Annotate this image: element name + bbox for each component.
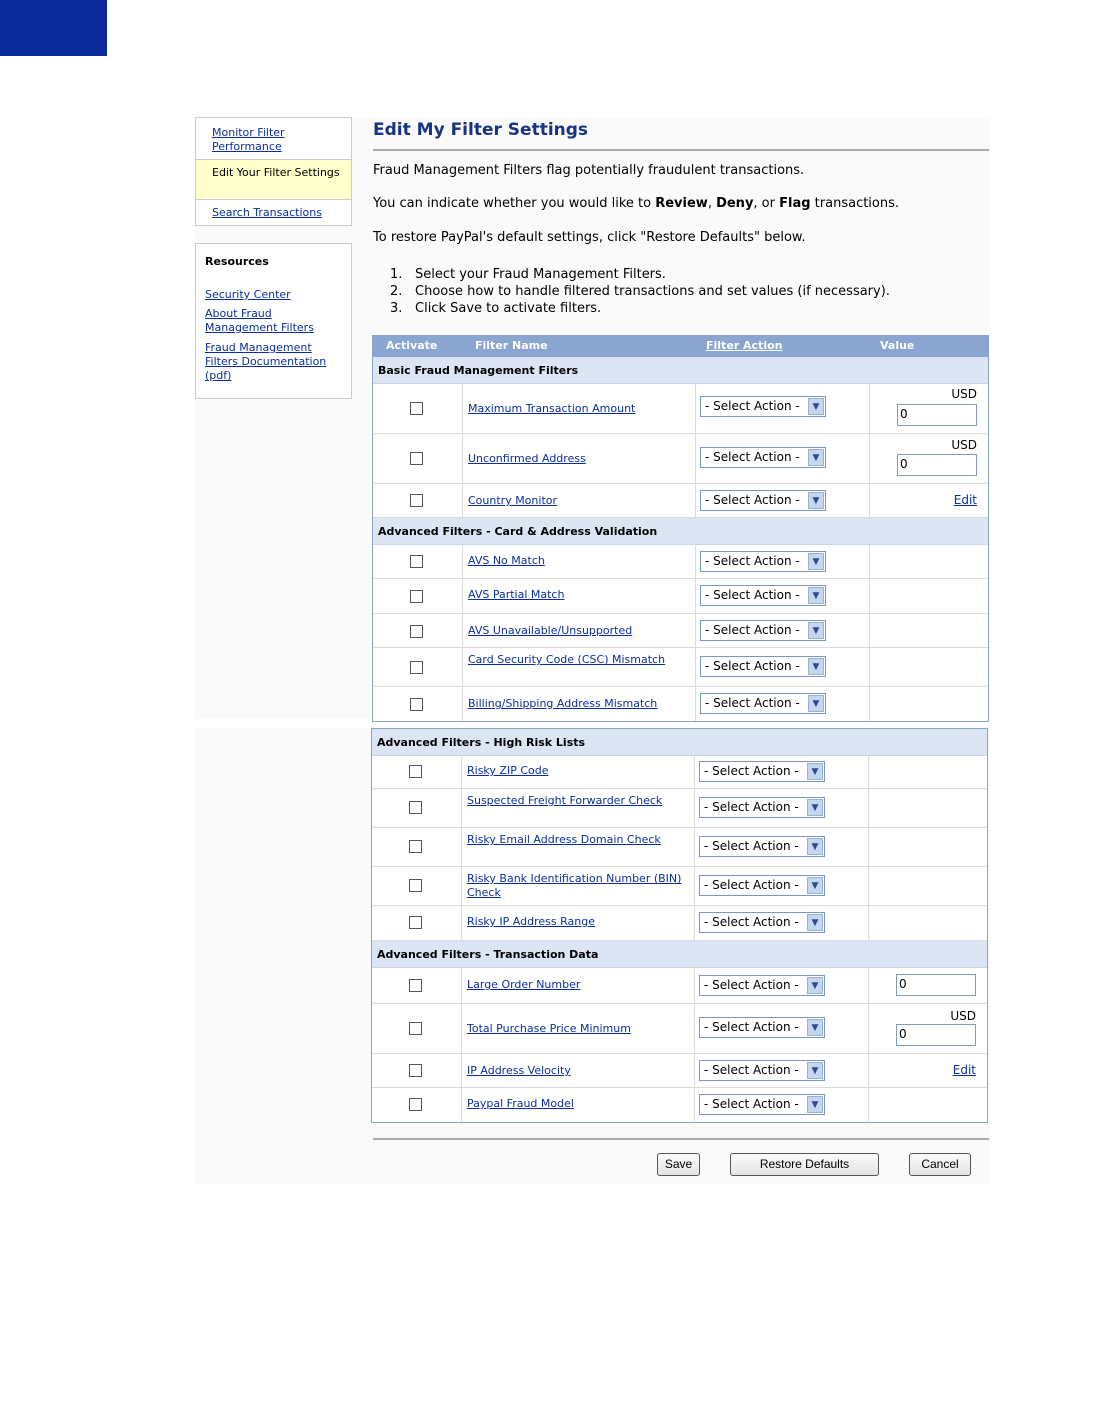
table-row: [372, 906, 987, 941]
filter-name-link[interactable]: Unconfirmed Address: [468, 452, 586, 465]
activate-checkbox[interactable]: [409, 879, 422, 892]
select-label: - Select Action -: [704, 1063, 799, 1077]
filter-name-link[interactable]: AVS Partial Match: [468, 588, 565, 601]
activate-cell: [372, 1054, 462, 1087]
action-select[interactable]: [700, 551, 826, 572]
activate-cell: [372, 1088, 462, 1122]
activate-checkbox[interactable]: [410, 555, 423, 568]
table-row: [373, 484, 988, 518]
filter-name-link[interactable]: Paypal Fraud Model: [467, 1097, 574, 1110]
action-select[interactable]: [699, 797, 825, 818]
table-header: [373, 336, 988, 357]
filter-name-link[interactable]: Risky ZIP Code: [467, 764, 549, 777]
chevron-down-icon: ▼: [807, 799, 823, 816]
activate-checkbox[interactable]: [409, 916, 422, 929]
chevron-down-icon: ▼: [807, 977, 823, 994]
select-label: - Select Action -: [704, 800, 799, 814]
action-select[interactable]: [699, 1060, 825, 1081]
action-select[interactable]: [700, 396, 826, 417]
action-cell: [694, 828, 869, 866]
activate-cell: [373, 545, 463, 578]
section-high-risk: Advanced Filters - High Risk Lists: [372, 729, 987, 756]
header-activate: Activate: [386, 339, 438, 352]
step-number: 1.: [390, 267, 403, 282]
security-center-link[interactable]: Security Center: [205, 288, 291, 301]
section-basic: Basic Fraud Management Filters: [373, 357, 988, 384]
activate-cell: [372, 968, 462, 1003]
select-label: - Select Action -: [705, 493, 800, 507]
chevron-down-icon: ▼: [808, 553, 824, 570]
instruction-steps: [390, 266, 890, 317]
about-fmf-link[interactable]: About Fraud Management Filters: [205, 307, 314, 334]
filter-name-link[interactable]: Large Order Number: [467, 978, 581, 991]
activate-checkbox[interactable]: [410, 698, 423, 711]
select-label: - Select Action -: [705, 450, 800, 464]
select-label: - Select Action -: [705, 696, 800, 710]
title-divider: [373, 149, 989, 151]
currency-label: USD: [951, 438, 977, 452]
action-cell: [694, 867, 869, 905]
action-select[interactable]: [699, 875, 825, 896]
filter-name-link[interactable]: AVS No Match: [468, 554, 545, 567]
action-select[interactable]: [700, 585, 826, 606]
table-row: [373, 687, 988, 721]
filter-name-link[interactable]: Risky Bank Identification Number (BIN) Check: [467, 872, 682, 899]
action-cell: [694, 1054, 869, 1087]
chevron-down-icon: ▼: [808, 492, 824, 509]
value-input[interactable]: 0: [896, 1024, 976, 1046]
chevron-down-icon: ▼: [807, 763, 823, 780]
action-cell: [695, 545, 870, 578]
chevron-down-icon: ▼: [807, 914, 823, 931]
activate-checkbox[interactable]: [410, 452, 423, 465]
table-row: [373, 434, 988, 484]
chevron-down-icon: ▼: [808, 587, 824, 604]
action-cell: [694, 968, 869, 1003]
activate-checkbox[interactable]: [410, 625, 423, 638]
edit-link[interactable]: Edit: [953, 493, 977, 507]
select-label: - Select Action -: [704, 1097, 799, 1111]
table-row: [372, 1088, 987, 1122]
chevron-down-icon: ▼: [808, 658, 824, 675]
activate-checkbox[interactable]: [409, 1022, 422, 1035]
value-input[interactable]: 0: [896, 974, 976, 996]
action-select[interactable]: [700, 693, 826, 714]
chevron-down-icon: ▼: [808, 398, 824, 415]
activate-cell: [372, 828, 462, 866]
action-cell: [694, 1088, 869, 1122]
indicate-text: [373, 196, 899, 212]
action-cell: [694, 1004, 869, 1053]
table-row: [373, 648, 988, 687]
header-value: Value: [880, 339, 915, 352]
action-cell: [695, 484, 870, 517]
filter-name-link[interactable]: Card Security Code (CSC) Mismatch: [468, 653, 666, 666]
filter-name-link[interactable]: IP Address Velocity: [467, 1064, 571, 1077]
action-select[interactable]: [699, 975, 825, 996]
select-label: - Select Action -: [705, 623, 800, 637]
restore-text: To restore PayPal's default settings, click "Restore Defaults" below.: [373, 230, 806, 245]
activate-cell: [373, 614, 463, 647]
table-row: [373, 579, 988, 614]
activate-checkbox[interactable]: [409, 1098, 422, 1111]
table-row: [372, 1004, 987, 1054]
activate-checkbox[interactable]: [409, 765, 422, 778]
filter-name-link[interactable]: AVS Unavailable/Unsupported: [468, 624, 633, 637]
step-number: 3.: [390, 301, 403, 316]
action-select[interactable]: [700, 656, 826, 677]
fmf-docs-link[interactable]: Fraud Management Filters Documentation (pdf): [205, 341, 327, 382]
chevron-down-icon: ▼: [807, 877, 823, 894]
activate-cell: [372, 906, 462, 940]
sidebar-nav: [195, 117, 352, 226]
chevron-down-icon: ▼: [807, 838, 823, 855]
section-card-address: Advanced Filters - Card & Address Validation: [373, 518, 988, 545]
action-cell: [695, 384, 870, 433]
nav-monitor-filter-performance[interactable]: Monitor Filter Performance: [212, 126, 285, 153]
select-label: - Select Action -: [704, 878, 799, 892]
activate-checkbox[interactable]: [409, 979, 422, 992]
activate-checkbox[interactable]: [409, 840, 422, 853]
value-input[interactable]: 0: [897, 404, 977, 426]
table-row: [372, 828, 987, 867]
table-row: [372, 867, 987, 906]
action-cell: [695, 434, 870, 483]
action-select[interactable]: [700, 490, 826, 511]
filter-name-link[interactable]: Risky Email Address Domain Check: [467, 833, 661, 846]
filter-name-link[interactable]: Maximum Transaction Amount: [468, 402, 636, 415]
activate-checkbox[interactable]: [409, 1064, 422, 1077]
chevron-down-icon: ▼: [808, 695, 824, 712]
or-sep: , or: [753, 196, 780, 211]
step-item: [390, 266, 890, 283]
table-row: [372, 968, 987, 1004]
save-button[interactable]: Save: [657, 1153, 700, 1176]
filter-name-link[interactable]: Billing/Shipping Address Mismatch: [468, 697, 658, 710]
chevron-down-icon: ▼: [808, 622, 824, 639]
indicate-prefix: You can indicate whether you would like to: [373, 196, 656, 211]
comma-sep: ,: [707, 196, 717, 211]
action-cell: [694, 789, 869, 827]
select-label: - Select Action -: [705, 588, 800, 602]
action-select[interactable]: [699, 1094, 825, 1115]
select-label: - Select Action -: [704, 978, 799, 992]
action-cell: [695, 614, 870, 647]
nav-edit-filter-settings: Edit Your Filter Settings: [196, 159, 351, 200]
currency-label: USD: [951, 387, 977, 401]
activate-checkbox[interactable]: [410, 661, 423, 674]
footer-divider: [373, 1138, 989, 1140]
action-cell: [695, 648, 870, 686]
table-row: [373, 614, 988, 648]
filter-name-link[interactable]: Suspected Freight Forwarder Check: [467, 794, 663, 807]
filter-table: [372, 335, 989, 722]
table-row: [373, 545, 988, 579]
select-label: - Select Action -: [704, 764, 799, 778]
select-label: - Select Action -: [704, 1020, 799, 1034]
select-label: - Select Action -: [705, 659, 800, 673]
action-cell: [695, 687, 870, 721]
action-cell: [694, 756, 869, 788]
select-label: - Select Action -: [704, 915, 799, 929]
action-select[interactable]: [700, 447, 826, 468]
filter-name-link[interactable]: Total Purchase Price Minimum: [467, 1022, 631, 1035]
action-select[interactable]: [699, 912, 825, 933]
resources-panel: [195, 243, 352, 399]
table-row: [373, 384, 988, 434]
resources-title: Resources: [205, 255, 269, 268]
restore-defaults-button[interactable]: Restore Defaults: [730, 1153, 879, 1176]
chevron-down-icon: ▼: [808, 449, 824, 466]
action-select[interactable]: [699, 836, 825, 857]
action-select[interactable]: [699, 761, 825, 782]
step-item: [390, 300, 890, 317]
step-text: Click Save to activate filters.: [415, 301, 602, 316]
step-text: Choose how to handle filtered transactions and set values (if necessary).: [415, 284, 890, 299]
page-title: Edit My Filter Settings: [373, 120, 589, 140]
action-select[interactable]: [699, 1017, 825, 1038]
chevron-down-icon: ▼: [807, 1062, 823, 1079]
activate-cell: [372, 1004, 462, 1053]
table-row: [372, 789, 987, 828]
action-select[interactable]: [700, 620, 826, 641]
table-row: [372, 756, 987, 789]
step-text: Select your Fraud Management Filters.: [415, 267, 666, 282]
step-number: 2.: [390, 284, 403, 299]
intro-text: Fraud Management Filters flag potentially fraudulent transactions.: [373, 163, 805, 178]
header-filter-action[interactable]: Filter Action: [706, 339, 783, 352]
activate-cell: [373, 648, 463, 686]
select-label: - Select Action -: [704, 839, 799, 853]
activate-cell: [373, 434, 463, 483]
indicate-suffix: transactions.: [810, 196, 900, 211]
step-item: [390, 283, 890, 300]
action-cell: [694, 906, 869, 940]
activate-checkbox[interactable]: [409, 801, 422, 814]
activate-cell: [373, 384, 463, 433]
value-input[interactable]: 0: [897, 454, 977, 476]
section-transaction-data: Advanced Filters - Transaction Data: [372, 941, 987, 968]
activate-cell: [372, 789, 462, 827]
deny-word: Deny: [716, 196, 754, 211]
flag-word: Flag: [779, 196, 811, 211]
action-cell: [695, 579, 870, 613]
activate-cell: [373, 484, 463, 517]
edit-link[interactable]: Edit: [952, 1063, 976, 1077]
activate-cell: [372, 867, 462, 905]
chevron-down-icon: ▼: [807, 1019, 823, 1036]
table-row: [372, 1054, 987, 1088]
activate-checkbox[interactable]: [410, 590, 423, 603]
select-label: - Select Action -: [705, 399, 800, 413]
filter-table-continued: [371, 728, 988, 1123]
currency-label: USD: [950, 1009, 976, 1023]
activate-checkbox[interactable]: [410, 402, 423, 415]
chevron-down-icon: ▼: [807, 1096, 823, 1113]
review-word: Review: [655, 196, 708, 211]
header-filter-name: Filter Name: [475, 339, 548, 352]
brand-corner-block: [0, 0, 107, 56]
activate-cell: [373, 687, 463, 721]
nav-search-transactions[interactable]: Search Transactions: [212, 206, 322, 219]
activate-cell: [372, 756, 462, 788]
filter-name-link[interactable]: Risky IP Address Range: [467, 915, 595, 928]
activate-checkbox[interactable]: [410, 494, 423, 507]
filter-name-link[interactable]: Country Monitor: [468, 494, 558, 507]
activate-cell: [373, 579, 463, 613]
cancel-button[interactable]: Cancel: [909, 1153, 971, 1176]
select-label: - Select Action -: [705, 554, 800, 568]
